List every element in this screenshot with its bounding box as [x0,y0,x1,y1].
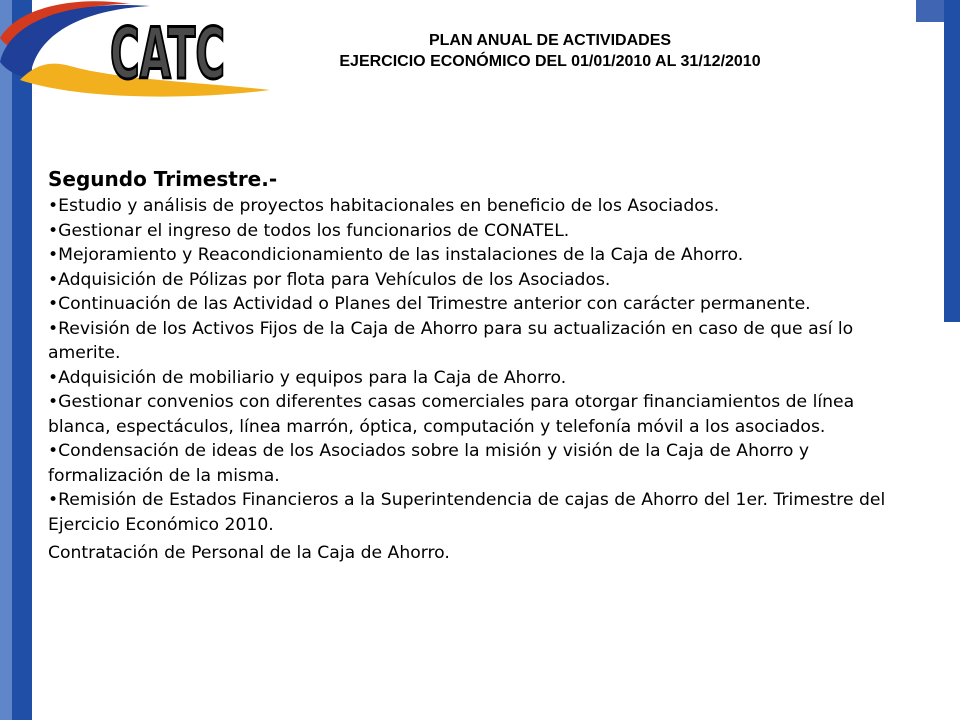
main-content [48,166,908,566]
logo-text: CATC [110,13,225,95]
header-title: PLAN ANUAL DE ACTIVIDADES [428,32,672,49]
document-header [240,30,860,72]
catc-logo [0,0,280,105]
list-item: •Estudio y análisis de proyectos habitacionales en beneficio de los Asociados. [48,196,720,216]
closing-item: Contratación de Personal de la Caja de Ahorro. [48,543,450,563]
left-accent-bar [12,0,32,720]
list-item: •Revisión de los Activos Fijos de la Caja de Ahorro para su actualización en caso de que así lo amerite. [48,318,854,363]
list-item: •Adquisición de Pólizas por flota para Vehículos de los Asociados. [48,269,611,290]
list-item: •Gestionar el ingreso de todos los funcionarios de CONATEL. [48,220,570,241]
activity-list [48,194,908,537]
right-accent-bar [944,0,960,322]
left-accent-bar-light [0,0,12,720]
list-item: •Continuación de las Actividad o Planes del Trimestre anterior con carácter permanente. [48,294,811,314]
header-subtitle: EJERCICIO ECONÓMICO DEL 01/01/2010 AL 31/12/2010 [339,53,761,70]
list-item: •Remisión de Estados Financieros a la Superintendencia de cajas de Ahorro del 1er. Trimestre del Ejercicio Económico 2010. [48,490,886,535]
list-item: •Adquisición de mobiliario y equipos para la Caja de Ahorro. [48,367,567,388]
list-item: •Gestionar convenios con diferentes casas comerciales para otorgar financiamientos de línea blanca, espectáculos, línea marrón, óptica, computación y telefonía móvil a los asociados. [48,392,855,437]
list-item: •Condensación de ideas de los Asociados sobre la misión y visión de la Caja de Ahorro y formalización de la misma. [48,441,810,486]
list-item: •Mejoramiento y Reacondicionamiento de las instalaciones de la Caja de Ahorro. [48,245,744,265]
section-title: Segundo Trimestre.- [48,167,278,191]
right-accent-gap [916,22,944,322]
